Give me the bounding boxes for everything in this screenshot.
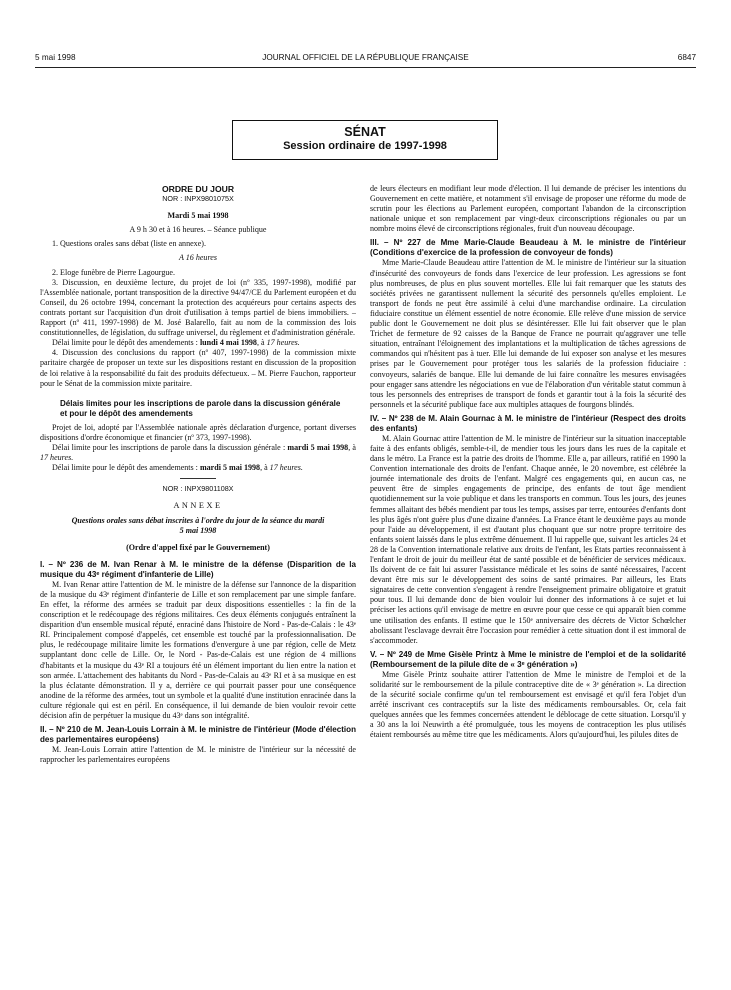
session-box xyxy=(232,120,498,160)
agenda-item-4: 4. Discussion des conclusions du rapport (nº 407, 1997-1998) de la commission mixte paritaire chargée de proposer un texte sur les dispositions restant en discussion de la proposition de loi relative à la responsabilité du fait des produits défectueux. – M. Pierre Fauchon, rapporteur pour le Sénat de la commission mixte paritaire. xyxy=(40,348,356,388)
question-1-body: M. Ivan Renar attire l'attention de M. le ministre de la défense sur l'annonce de la disparition de la musique du 43ᵉ régiment d'infanterie de Lille et son remplacement par une simple fanfare. En effet, la réforme des armées se traduit par deux dispositions essentielles : la fin de la conscription et le redécoupage des régions militaires. Ces deux éléments conjugués entraînent la disparition d'un ensemble musical réputé, enraciné dans l'histoire de Nord - Pas-de-Calais : le 43ᵉ RI. Principalement composé d'appelés, cet ensemble est touché par la professionnalisation. De plus, le redécoupage militaire limite les formations d'envergure à une par région, celle de Metz supplantant donc celle de Lille. Or, le Nord - Pas-de-Calais est une région de 4 millions d'habitants et la musique du 43ᵉ RI a toujours été un élément important du lien entre la nation et son armée. L'attachement des habitants du Nord - Pas-de-Calais au 43ᵉ RI et à sa musique en est la plus éclatante démonstration. Il y a, derrière ce qui pourrait passer pour une conséquence anodine de la réforme des armées, tout un symbole et la qualité d'une institution enracinée dans la culture régionale qui est en péril. En conséquence, il lui demande de bien vouloir revoir cette décision afin de perpétuer la musique du 43ᵉ dans son intégralité. xyxy=(40,579,356,721)
question-4-body: M. Alain Gournac attire l'attention de M. le ministre de l'intérieur sur la situation inacceptable faite à des enfants obligés, semble-t-il, de mendier tous les jours dans les rues de la capitale et dans le métro. La France est la patrie des droits de l'homme. Elle a, par ailleurs, ratifié en 1990 la Convention internationale des droits de l'enfant. Chaque année, le 20 novembre, est célébrée la journée internationale des droits de l'enfant. Malgré ces engagements qui, en aucun cas, ne peuvent être de simples engagements de principe, des enfants de tout âge mendient quotidiennement sur la voie publique et dans les transports en commun. Tous les jours, des jeunes femmes allaitant des bébés mendient par tous les temps, assises par terre, entourées d'enfants dont les plus âgés n'ont guère plus d'une dizaine d'années. La France étant le deuxième pays au monde pour l'aide au développement, il est d'autant plus choquant que sur notre propre territoire des enfants soient laissés dans le plus extrême dénuement. Il lui rappelle que, suivant les articles 24 et 28 de la Convention internationale relative aux droits de l'enfant, les Etats parties reconnaissent à l'enfant le droit de jouir du meilleur état de santé possible et de bénéficier de services médicaux. Ils doivent de ce fait lui assurer l'assistance médicale et les soins de santé nécessaires, l'accent devant être mis sur le développement des soins de santé primaires. Par ailleurs, les Etats signataires de cette convention s'engagent à rendre l'enseignement primaire obligatoire et gratuit pour tous. Il lui demande donc de bien vouloir lui donner des informations à ce sujet et lui préciser les actions qu'il envisage de mettre en œuvre pour que cesse ce qui apparaît bien comme une utilisation des enfants. Il estime que le 150ᵉ anniversaire des décrets de Victor Schœlcher abolissant l'esclavage devrait être l'occasion pour remédier à cette situation dont il est immoral de s'accommoder. xyxy=(370,433,686,645)
question-2-heading: II. – Nº 210 de M. Jean-Louis Lorrain à M. le ministre de l'intérieur (Mode d'élection des parlementaires européens) xyxy=(40,725,356,745)
question-5-heading: V. – Nº 249 de Mme Gisèle Printz à Mme le ministre de l'emploi et de la solidarité (Remboursement de la pilule dite de « 3ᵉ génération ») xyxy=(370,649,686,669)
left-column xyxy=(40,184,356,984)
section-divider xyxy=(180,478,216,479)
nor-reference-2: NOR : INPX9801108X xyxy=(162,484,234,494)
annexe-subtitle: Questions orales sans débat inscrites à l'ordre du jour de la séance du mardi 5 mai 1998 xyxy=(71,515,325,535)
projet-de-loi: Projet de loi, adopté par l'Assemblée nationale après déclaration d'urgence, portant diverses dispositions d'ordre économique et financier (nº 373, 1997-1998). xyxy=(40,422,356,442)
question-2-body: M. Jean-Louis Lorrain attire l'attention de M. le ministre de l'intérieur sur la nécessité de rapprocher les parlementaires européens xyxy=(40,745,356,765)
question-1-heading: I. – Nº 236 de M. Ivan Renar à M. le ministre de la défense (Disparition de la musique du 43ᵉ régiment d'infanterie de Lille) xyxy=(40,559,356,579)
agenda-item-3: 3. Discussion, en deuxième lecture, du projet de loi (nº 335, 1997-1998), modifié par l'Assemblée nationale, portant transposition de la directive 94/47/CE du Parlement européen et du Conseil, du 26 octobre 1994, concernant la protection des acquéreurs pour certains aspects des contrats portant sur l'acquisition d'un droit d'utilisation à temps partiel de biens immobiliers. – Rapport (nº 411, 1997-1998) de M. José Balarello, fait au nom de la commission des lois constitutionnelles, de législation, du suffrage universel, du règlement et d'administration générale. xyxy=(40,277,356,338)
right-column xyxy=(370,184,686,984)
ordre-du-jour-title: ORDRE DU JOUR xyxy=(161,184,235,194)
header-rule xyxy=(35,67,696,68)
senat-title: SÉNAT xyxy=(344,125,386,139)
speaking-deadline: Délai limite pour les inscriptions de parole dans la discussion générale : mardi 5 mai 1998, à 17 heures. xyxy=(40,443,356,463)
amendment-deadline-1: Délai limite pour le dépôt des amendements : lundi 4 mai 1998, à 17 heures. xyxy=(52,338,300,348)
annexe-title: ANNEXE xyxy=(173,501,223,511)
session-date: Mardi 5 mai 1998 xyxy=(167,211,229,221)
nor-reference-1: NOR : INPX9801075X xyxy=(162,194,234,204)
header-page-number: 6847 xyxy=(677,53,696,62)
question-3-body: Mme Marie-Claude Beaudeau attire l'attention de M. le ministre de l'intérieur sur la situation d'insécurité des convoyeurs de fonds dans l'exercice de leur profession. Les agressions se font plus nombreuses, de plus en plus souvent mortelles. Elle lui fait remarquer que les statuts des sociétés privées ne garantissent nullement la sécurité des personnels qu'elles emploient. Le transport de fonds ne peut être assimilé à celui d'une marchandise ordinaire. La circulation fiduciaire constitue un élément essentiel de notre économie. Elle relève d'une mission de service public dont le Gouvernement ne doit plus se désintéresser. Elle lui fait observer que le plan Trichet de fermeture de 92 caisses de la Banque de France ne pourrait qu'aggraver une telle situation, entraînant l'éloignement des implantations et la multiplication de tâches agressions de commandos qui n'hésitent pas à tuer. Elle lui demande de lui exposer son analyse et les mesures prises par le Gouvernement pour protéger tous les salariés de la profession fiduciaire : convoyeurs, salariés de banque. Elle lui demande de lui faire connaître les mesures envisagées pour engager sans attendre les négociations en vue de l'élaboration d'un véritable statut commun à tous les personnels des entreprises de transport de fonds et garantir tout à la fois la sécurité des personnels et la sécurité publique face aux multiples attaques de fourgons blindés. xyxy=(370,258,686,409)
running-head xyxy=(35,53,696,65)
question-4-heading: IV. – Nº 238 de M. Alain Gournac à M. le ministre de l'intérieur (Respect des droits des enfants) xyxy=(370,413,686,433)
amendment-deadline-2: Délai limite pour le dépôt des amendements : mardi 5 mai 1998, à 17 heures. xyxy=(52,463,303,473)
header-journal-title: JOURNAL OFFICIEL DE LA RÉPUBLIQUE FRANÇAISE xyxy=(262,53,469,62)
agenda-item-1: 1. Questions orales sans débat (liste en annexe). xyxy=(52,239,206,249)
session-subtitle: Session ordinaire de 1997-1998 xyxy=(283,140,447,152)
agenda-item-2: 2. Eloge funèbre de Pierre Lagourgue. xyxy=(52,267,175,277)
ordre-appel: (Ordre d'appel fixé par le Gouvernement) xyxy=(126,542,270,552)
time-16h: A 16 heures xyxy=(179,253,217,263)
question-2-continued: de leurs électeurs en modifiant leur mode d'élection. Il lui demande de préciser les intentions du Gouvernement en cette matière, et notamment s'il envisage de proposer une réforme du mode de scrutin pour les élections au Parlement européen, comportant l'abandon de la circonscription nationale unique et son remplacement par vingt-deux circonscriptions régionales ou par un nombre moins élevé de circonscriptions régionales, fruit d'un nouveau découpage. xyxy=(370,184,686,234)
deadlines-heading: Délais limites pour les inscriptions de parole dans la discussion générale et pour le dépôt des amendements xyxy=(60,398,341,418)
question-5-body: Mme Gisèle Printz souhaite attirer l'attention de Mme le ministre de l'emploi et de la solidarité sur le remboursement de la pilule contraceptive dite de « 3ᵉ génération ». La direction de la sécurité sociale confirme qu'un tel remboursement est envisagé et qu'il fera l'objet d'un arrêté inscrivant ces contraceptifs sur la liste des médicaments remboursables. Or, cela fait quelques années que les femmes concernées attendent le déblocage de cette situation. Lorsqu'il y a 30 ans la loi Neuwirth a été promulguée, tous les moyens de contraception les plus utilisés étaient remboursés au même titre que les médicaments. Alors qu'aujourd'hui, les pilules dites de xyxy=(370,669,686,740)
question-3-heading: III. – Nº 227 de Mme Marie-Claude Beaudeau à M. le ministre de l'intérieur (Conditions d'exercice de la profession de convoyeur de fonds) xyxy=(370,238,686,258)
header-date: 5 mai 1998 xyxy=(35,53,76,62)
session-time: A 9 h 30 et à 16 heures. – Séance publique xyxy=(129,225,267,235)
